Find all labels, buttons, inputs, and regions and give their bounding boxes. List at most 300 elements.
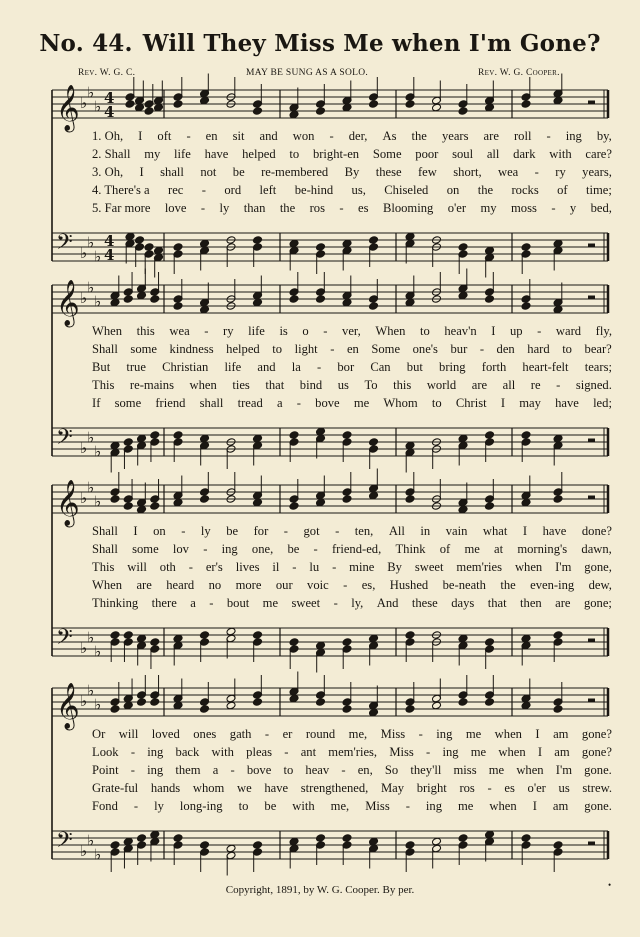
note-head xyxy=(316,498,326,507)
lyric-syllable: life xyxy=(174,147,191,161)
lyric-syllable: bove xyxy=(315,396,340,410)
note-head xyxy=(553,631,563,640)
note-head xyxy=(123,631,133,640)
note-head xyxy=(316,834,326,843)
lyric-syllable: Miss xyxy=(380,727,406,741)
lyric-syllable: light xyxy=(294,342,318,356)
lyric-syllable: bed, xyxy=(590,201,612,215)
treble-staff xyxy=(52,469,608,529)
lyric-syllable: time; xyxy=(586,183,612,197)
printer-mark: • xyxy=(608,880,612,890)
lyric-syllable: me xyxy=(488,763,505,777)
treble-staff xyxy=(52,74,608,134)
note-head xyxy=(154,103,164,112)
note-head xyxy=(521,302,531,311)
flat-icon: ♭ xyxy=(87,428,95,447)
lyric-syllable: - xyxy=(284,745,289,759)
note-head xyxy=(369,302,379,311)
note-head xyxy=(173,634,183,643)
lyric-syllable: I'm xyxy=(555,560,572,574)
lyric-syllable: - xyxy=(537,324,542,338)
lyric-syllable: may xyxy=(519,396,541,410)
lyric-syllable: me, xyxy=(330,799,350,813)
lyric-syllable: voic xyxy=(307,578,329,592)
lyric-syllable: mem'ries xyxy=(456,560,503,574)
lyric-syllable: moss xyxy=(511,201,537,215)
lyric-syllable: this xyxy=(136,324,155,338)
note-head xyxy=(173,243,183,252)
lyric-syllable: dawn, xyxy=(581,542,612,556)
lyric-syllable: soul xyxy=(452,147,474,161)
lyric-syllable: at xyxy=(494,542,504,556)
flat-icon: ♭ xyxy=(94,492,102,511)
note-head xyxy=(405,298,415,307)
lyric-syllable: when xyxy=(514,560,543,574)
lyric-syllable: I xyxy=(500,396,506,410)
lyric-syllable: on xyxy=(153,524,166,538)
lyric-syllable: tread xyxy=(237,396,263,410)
lyric-syllable: Look xyxy=(92,745,119,759)
note-head xyxy=(316,243,326,252)
lyric-syllable: me xyxy=(262,596,279,610)
flat-icon: ♭ xyxy=(80,94,88,112)
lyric-syllable: of xyxy=(557,183,568,197)
lyric-syllable: us xyxy=(558,781,570,795)
note-head xyxy=(289,431,299,440)
lyric-syllable: ing xyxy=(425,799,443,813)
note-head xyxy=(110,495,120,504)
lyric-syllable: I'm xyxy=(555,763,573,777)
lyric-syllable: bor xyxy=(337,360,355,374)
bass-clef-icon: 𝄢 xyxy=(56,828,73,858)
lyric-syllable: en, xyxy=(357,763,373,777)
lyric-syllable: them xyxy=(175,763,201,777)
lyric-syllable: - xyxy=(200,201,206,215)
lyric-syllable: be xyxy=(264,799,277,813)
note-head xyxy=(123,438,133,447)
note-head xyxy=(458,434,468,443)
flat-icon: ♭ xyxy=(80,244,88,262)
note-head xyxy=(200,239,210,248)
lyric-syllable: Some xyxy=(372,147,402,161)
flat-icon: ♭ xyxy=(80,692,88,710)
lyric-syllable: short, xyxy=(453,165,482,179)
lyric-syllable: - xyxy=(203,542,208,556)
lyric-syllable: with xyxy=(211,745,234,759)
lyric-syllable: us, xyxy=(351,183,366,197)
lyric-syllable: ant xyxy=(300,745,317,759)
half-rest-icon xyxy=(588,842,595,845)
lyric-syllable: strengthened, xyxy=(300,781,369,795)
flat-icon: ♭ xyxy=(80,489,88,507)
note-head xyxy=(144,107,154,116)
lyric-syllable: one, xyxy=(251,542,274,556)
note-head xyxy=(432,701,442,710)
lyric-syllable: life xyxy=(248,324,265,338)
lyric-syllable: but xyxy=(406,360,423,374)
lyric-syllable: ly, xyxy=(351,596,364,610)
lyric-syllable: true xyxy=(126,360,146,374)
note-head xyxy=(253,236,263,245)
note-head xyxy=(137,698,147,707)
note-head xyxy=(173,302,183,311)
note-head xyxy=(342,834,352,843)
note-head xyxy=(150,830,160,839)
note-head xyxy=(485,295,495,304)
lyric-syllable: - xyxy=(335,524,340,538)
lyric-syllable: o'er xyxy=(527,781,546,795)
note-head xyxy=(521,834,531,843)
lyric-syllable: me xyxy=(465,727,482,741)
composer-credit: Rev. W. G. Cooper. xyxy=(478,68,560,78)
lyric-syllable: - xyxy=(556,378,561,392)
lyric-syllable: - xyxy=(296,396,301,410)
lyrics-block xyxy=(92,522,612,612)
lyric-syllable: - xyxy=(133,799,139,813)
lyric-syllable: led; xyxy=(593,396,612,410)
note-head xyxy=(253,434,263,443)
lyric-syllable: ly xyxy=(154,799,164,813)
lyric-syllable: fly, xyxy=(595,324,612,338)
lyric-line-verse-1 xyxy=(92,127,612,145)
lyric-syllable: and xyxy=(257,360,276,374)
lyric-syllable: us xyxy=(337,378,349,392)
note-head xyxy=(125,100,135,109)
note-head xyxy=(553,239,563,248)
lyric-syllable: hard xyxy=(527,342,550,356)
lyric-syllable: this xyxy=(393,378,412,392)
note-head xyxy=(137,291,147,300)
lyric-syllable: - xyxy=(317,360,322,374)
lyric-syllable: I xyxy=(139,165,144,179)
note-head xyxy=(150,638,160,647)
lyric-syllable: some xyxy=(132,542,159,556)
lyric-syllable: - xyxy=(186,129,191,143)
lyric-syllable: heart-felt xyxy=(522,360,569,374)
lyric-line-verse-5 xyxy=(92,199,612,217)
lyric-syllable: got xyxy=(303,524,320,538)
bass-clef-icon: 𝄢 xyxy=(56,230,73,260)
lyric-syllable: signed. xyxy=(575,378,612,392)
lyric-syllable: en xyxy=(205,129,218,143)
lyric-syllable: shall xyxy=(199,396,224,410)
lyric-line-verse-5 xyxy=(92,797,612,815)
lyric-syllable: re-mains xyxy=(129,378,174,392)
lyric-syllable: a xyxy=(190,596,196,610)
lyric-syllable: heard xyxy=(166,578,195,592)
half-rest-icon xyxy=(588,244,595,247)
lyric-syllable: vain xyxy=(445,524,468,538)
note-head xyxy=(110,841,120,850)
lyric-syllable: dew, xyxy=(588,578,612,592)
credits-row xyxy=(0,68,640,82)
flat-icon: ♭ xyxy=(87,628,95,647)
lyric-syllable: the xyxy=(411,129,427,143)
lyric-syllable: y xyxy=(569,201,577,215)
lyric-syllable: bright xyxy=(416,781,447,795)
note-head xyxy=(253,841,263,850)
lyric-syllable: of xyxy=(439,542,451,556)
lyric-syllable: ward xyxy=(555,324,582,338)
lyric-syllable: with xyxy=(292,799,315,813)
lyric-syllable: - xyxy=(292,560,297,574)
lyric-syllable: are xyxy=(136,578,152,592)
note-head xyxy=(289,295,299,304)
bass-clef-icon: 𝄢 xyxy=(56,625,73,655)
note-head xyxy=(200,495,210,504)
note-head xyxy=(485,638,495,647)
lyric-syllable: when xyxy=(489,799,517,813)
note-head xyxy=(137,505,147,514)
lyric-syllable: hands xyxy=(150,781,181,795)
lyric-syllable: ing xyxy=(565,129,582,143)
lyric-syllable: me xyxy=(464,542,480,556)
note-head xyxy=(289,694,299,703)
lyric-syllable: to xyxy=(419,324,430,338)
flat-icon: ♭ xyxy=(80,639,88,657)
lyric-syllable: - xyxy=(418,727,423,741)
lyric-line-verse-5 xyxy=(92,594,612,612)
lyric-syllable: Blooming xyxy=(382,201,434,215)
note-head xyxy=(342,239,352,248)
note-head xyxy=(150,295,160,304)
note-head xyxy=(458,291,468,300)
lyric-syllable: loved xyxy=(151,727,180,741)
lyric-syllable: there xyxy=(151,596,177,610)
note-head xyxy=(521,701,531,710)
lyric-syllable: Shall xyxy=(92,542,118,556)
lyric-syllable: am xyxy=(553,727,569,741)
note-head xyxy=(485,246,495,255)
lyric-line-verse-1 xyxy=(92,522,612,540)
lyric-syllable: der, xyxy=(348,129,368,143)
music-system-1 xyxy=(52,83,612,270)
flat-icon: ♭ xyxy=(87,278,95,297)
lyric-syllable: When xyxy=(375,324,406,338)
note-head xyxy=(289,239,299,248)
note-head xyxy=(553,96,563,105)
note-head xyxy=(173,834,183,843)
lyric-syllable: den xyxy=(496,342,515,356)
lyric-syllable: poor xyxy=(415,147,439,161)
lyric-syllable: lov xyxy=(172,542,189,556)
lyric-syllable: - xyxy=(333,596,338,610)
note-head xyxy=(485,103,495,112)
lyric-syllable: no xyxy=(208,578,222,592)
lyric-syllable: I xyxy=(532,799,537,813)
lyric-line-verse-3 xyxy=(92,558,612,576)
lyric-syllable: - xyxy=(339,201,344,215)
lyric-line-verse-1 xyxy=(92,725,612,743)
lyric-syllable: to xyxy=(289,147,300,161)
lyric-syllable: bove xyxy=(246,763,272,777)
lyric-syllable: when xyxy=(494,727,522,741)
lyric-syllable: ly xyxy=(219,201,230,215)
lyric-syllable: - xyxy=(343,578,348,592)
lyric-syllable: Whom xyxy=(383,396,418,410)
lyric-syllable: my xyxy=(144,147,161,161)
note-head xyxy=(200,305,210,314)
lyric-syllable: es xyxy=(358,201,369,215)
note-head xyxy=(405,441,415,450)
note-head xyxy=(369,491,379,500)
lyric-line-verse-4 xyxy=(92,181,612,199)
time-signature-bottom: 4 xyxy=(104,246,115,264)
lyric-syllable: love xyxy=(164,201,187,215)
note-head xyxy=(458,243,468,252)
note-head xyxy=(553,305,563,314)
lyric-syllable: By xyxy=(387,560,402,574)
lyric-syllable: bur xyxy=(450,342,468,356)
lyric-syllable: are xyxy=(483,129,499,143)
lyric-syllable: gone. xyxy=(584,799,612,813)
note-head xyxy=(110,705,120,714)
lyric-syllable: Point xyxy=(92,763,119,777)
flat-icon: ♭ xyxy=(94,442,102,461)
lyric-syllable: en xyxy=(346,342,359,356)
lyric-syllable: ord xyxy=(224,183,242,197)
note-head xyxy=(123,837,133,846)
lyric-syllable: friend xyxy=(155,396,186,410)
lyric-syllable: are xyxy=(555,596,571,610)
lyric-syllable: 2. Shall xyxy=(92,147,131,161)
lyric-syllable: be-neath xyxy=(442,578,486,592)
lyric-syllable: all xyxy=(486,147,500,161)
note-head xyxy=(135,236,145,245)
lyric-syllable: friend-ed, xyxy=(331,542,382,556)
lyric-syllable: and xyxy=(259,129,278,143)
lyric-syllable: we xyxy=(237,781,252,795)
lyric-syllable: lu xyxy=(309,560,320,574)
note-head xyxy=(226,701,236,710)
lyric-syllable: shall xyxy=(160,165,184,179)
lyric-syllable: bright-en xyxy=(312,147,360,161)
bass-staff xyxy=(52,425,608,473)
lyric-syllable: the xyxy=(477,183,494,197)
lyric-syllable: have xyxy=(555,396,579,410)
lyric-syllable: oth xyxy=(159,560,176,574)
lyric-syllable: This xyxy=(92,560,115,574)
hymn-number: No. 44. xyxy=(39,30,133,57)
lyric-syllable: mine xyxy=(349,560,375,574)
lyric-syllable: er's xyxy=(205,560,223,574)
lyric-syllable: All xyxy=(388,524,405,538)
note-head xyxy=(110,298,120,307)
note-head xyxy=(144,243,154,252)
music-system-3 xyxy=(52,478,612,665)
lyric-line-verse-4 xyxy=(92,376,612,394)
bass-staff xyxy=(52,230,608,278)
lyric-syllable: rec xyxy=(168,183,184,197)
lyric-line-verse-2 xyxy=(92,145,612,163)
lyric-syllable: Grate-ful xyxy=(92,781,139,795)
lyric-syllable: ten, xyxy=(354,524,374,538)
lyric-syllable: miss xyxy=(453,763,477,777)
lyric-syllable: are xyxy=(471,378,488,392)
lyric-syllable: that xyxy=(487,596,507,610)
lyric-syllable: es xyxy=(504,781,515,795)
note-head xyxy=(458,505,468,514)
lyric-syllable: la xyxy=(291,360,301,374)
lyric-line-verse-3 xyxy=(92,358,612,376)
lyric-syllable: When xyxy=(92,324,123,338)
lyric-syllable: kindness xyxy=(169,342,214,356)
note-head xyxy=(458,107,468,116)
lyric-syllable: some xyxy=(130,342,158,356)
lyric-syllable: gone? xyxy=(581,745,612,759)
note-head xyxy=(521,634,531,643)
lyric-syllable: in xyxy=(420,524,431,538)
lyric-syllable: for xyxy=(253,524,269,538)
flat-icon: ♭ xyxy=(80,289,88,307)
lyric-syllable: I xyxy=(491,324,496,338)
note-head xyxy=(369,100,379,109)
lyric-syllable: il xyxy=(272,560,280,574)
note-head xyxy=(137,834,147,843)
lyrics-block xyxy=(92,725,612,815)
lyric-syllable: up xyxy=(510,324,523,338)
hymn-title-row xyxy=(0,30,640,57)
lyric-syllable: Christian xyxy=(162,360,209,374)
lyric-syllable: a xyxy=(276,396,283,410)
note-head xyxy=(253,107,263,116)
lyric-syllable: Can xyxy=(370,360,391,374)
flat-icon: ♭ xyxy=(94,695,102,714)
note-head xyxy=(316,427,326,436)
note-head xyxy=(553,705,563,714)
lyric-syllable: ing xyxy=(442,745,459,759)
note-head xyxy=(521,431,531,440)
note-head xyxy=(342,495,352,504)
lyric-syllable: - xyxy=(130,745,136,759)
lyric-syllable: few xyxy=(417,165,437,179)
note-head xyxy=(289,837,299,846)
lyric-syllable: with xyxy=(549,147,572,161)
treble-staff xyxy=(52,269,608,329)
lyric-syllable: one's xyxy=(412,342,438,356)
lyric-syllable: be xyxy=(287,542,300,556)
lyric-syllable: round xyxy=(305,727,336,741)
lyric-syllable: May xyxy=(380,781,405,795)
copyright-notice: Copyright, 1891, by W. G. Cooper. By per. xyxy=(225,884,415,896)
performance-note: MAY BE SUNG AS A SOLO. xyxy=(246,68,369,78)
lyric-syllable: not xyxy=(200,165,217,179)
lyric-syllable: won xyxy=(292,129,315,143)
note-head xyxy=(226,844,236,853)
note-head xyxy=(173,701,183,710)
lyric-syllable: To xyxy=(364,378,378,392)
lyric-syllable: heav'n xyxy=(444,324,477,338)
lyric-syllable: more xyxy=(235,578,262,592)
note-head xyxy=(200,96,210,105)
flat-icon: ♭ xyxy=(94,292,102,311)
note-head xyxy=(369,236,379,245)
music-system-2 xyxy=(52,278,612,465)
lyric-syllable: - xyxy=(209,596,214,610)
lyric-syllable: - xyxy=(534,165,539,179)
lyric-syllable: morning's xyxy=(517,542,568,556)
lyric-syllable: gone; xyxy=(583,596,612,610)
lyric-syllable: o'er xyxy=(447,201,467,215)
note-head xyxy=(485,830,495,839)
note-head xyxy=(553,495,563,504)
lyric-syllable: I xyxy=(133,524,138,538)
half-rest-icon xyxy=(588,639,595,642)
hymn-title: Will They Miss Me when I'm Gone? xyxy=(142,30,601,57)
lyric-line-verse-1 xyxy=(92,322,612,340)
lyric-line-verse-2 xyxy=(92,540,612,558)
note-head xyxy=(521,243,531,252)
